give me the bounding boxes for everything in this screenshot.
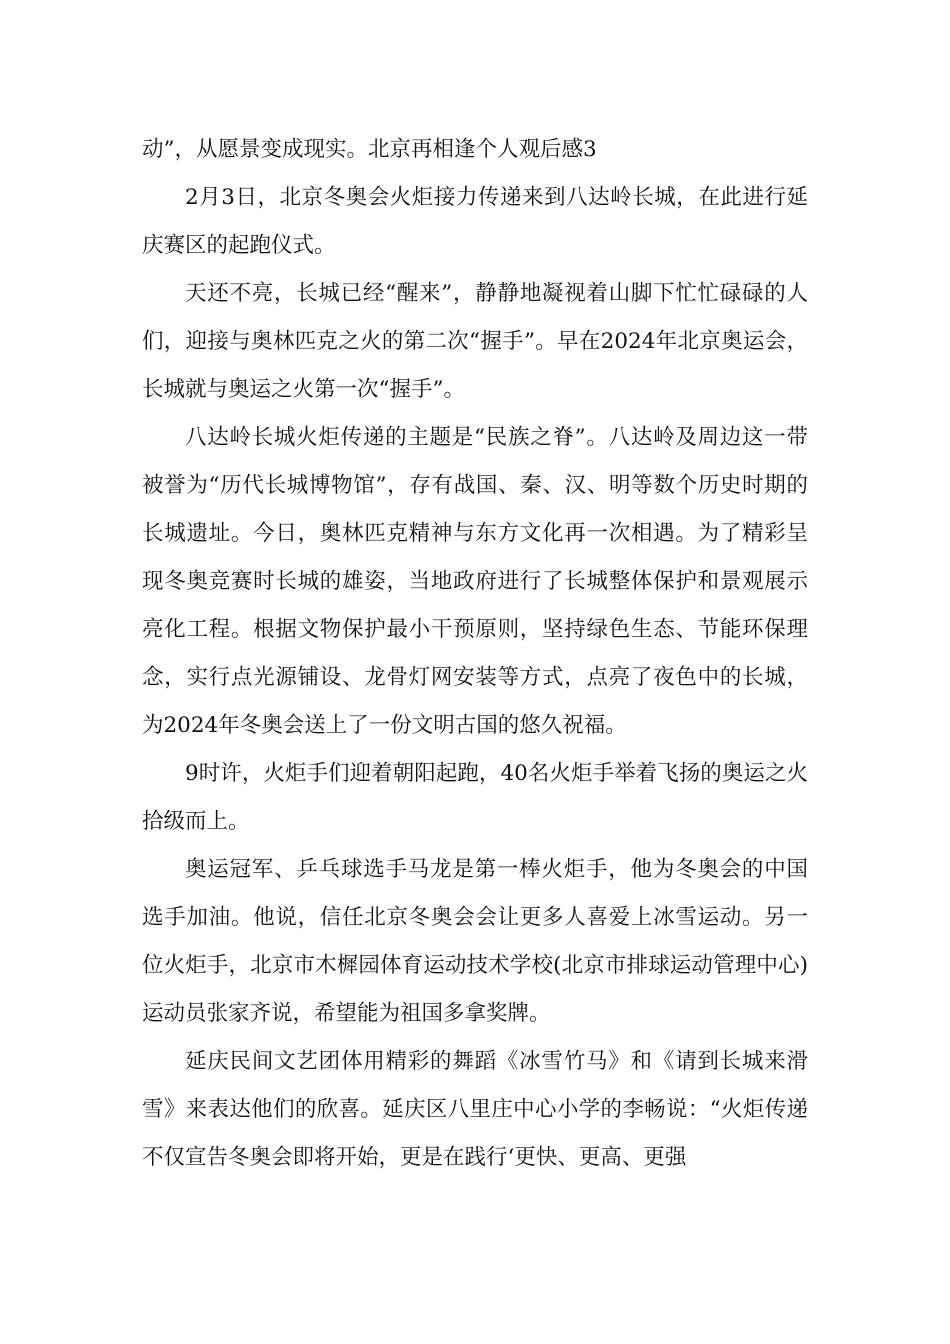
paragraph-relay-theme: 八达岭长城火炬传递的主题是“民族之脊”。八达岭及周边这一带被誉为“历代长城博物馆”，存有战国、秦、汉、明等数个历史时期的长城遗址。今日，奥林匹克精神与东方文化再一次相遇。为了精彩呈现冬奥竞赛时长城的雄姿，当地政府进行了长城整体保护和景观展示亮化工程。根据文物保护最小干预原则，坚持绿色生态、节能环保理念，实行点光源铺设、龙骨灯网安装等方式，点亮了夜色中的长城，为2024年冬奥会送上了一份文明古国的悠久祝福。 — [142, 425, 808, 738]
document-body — [142, 126, 808, 1182]
paragraph-first-torchbearer: 奥运冠军、乒乓球选手马龙是第一棒火炬手，他为冬奥会的中国选手加油。他说，信任北京冬奥会会让更多人喜爱上冰雪运动。另一位火炬手，北京市木樨园体育运动技术学校(北京市排球运动管理中心)运动员张家齐说，希望能为祖国多拿奖牌。 — [142, 857, 808, 1026]
paragraph-folk-performance: 延庆民间文艺团体用精彩的舞蹈《冰雪竹马》和《请到长城来滑雪》来表达他们的欣喜。延庆区八里庄中心小学的李畅说：“火炬传递不仅宣告冬奥会即将开始，更是在践行‘更快、更高、更强 — [142, 1049, 808, 1170]
paragraph-continuation: 动”，从愿景变成现实。北京再相逢个人观后感3 — [142, 137, 597, 162]
paragraph-torch-relay-start: 2月3日，北京冬奥会火炬接力传递来到八达岭长城，在此进行延庆赛区的起跑仪式。 — [142, 185, 808, 258]
paragraph-torchbearers-start: 9时许，火炬手们迎着朝阳起跑，40名火炬手举着飞扬的奥运之火拾级而上。 — [142, 761, 808, 834]
paragraph-great-wall-awakens: 天还不亮，长城已经“醒来”，静静地凝视着山脚下忙忙碌碌的人们，迎接与奥林匹克之火的第二次“握手”。早在2024年北京奥运会，长城就与奥运之火第一次“握手”。 — [142, 281, 808, 402]
